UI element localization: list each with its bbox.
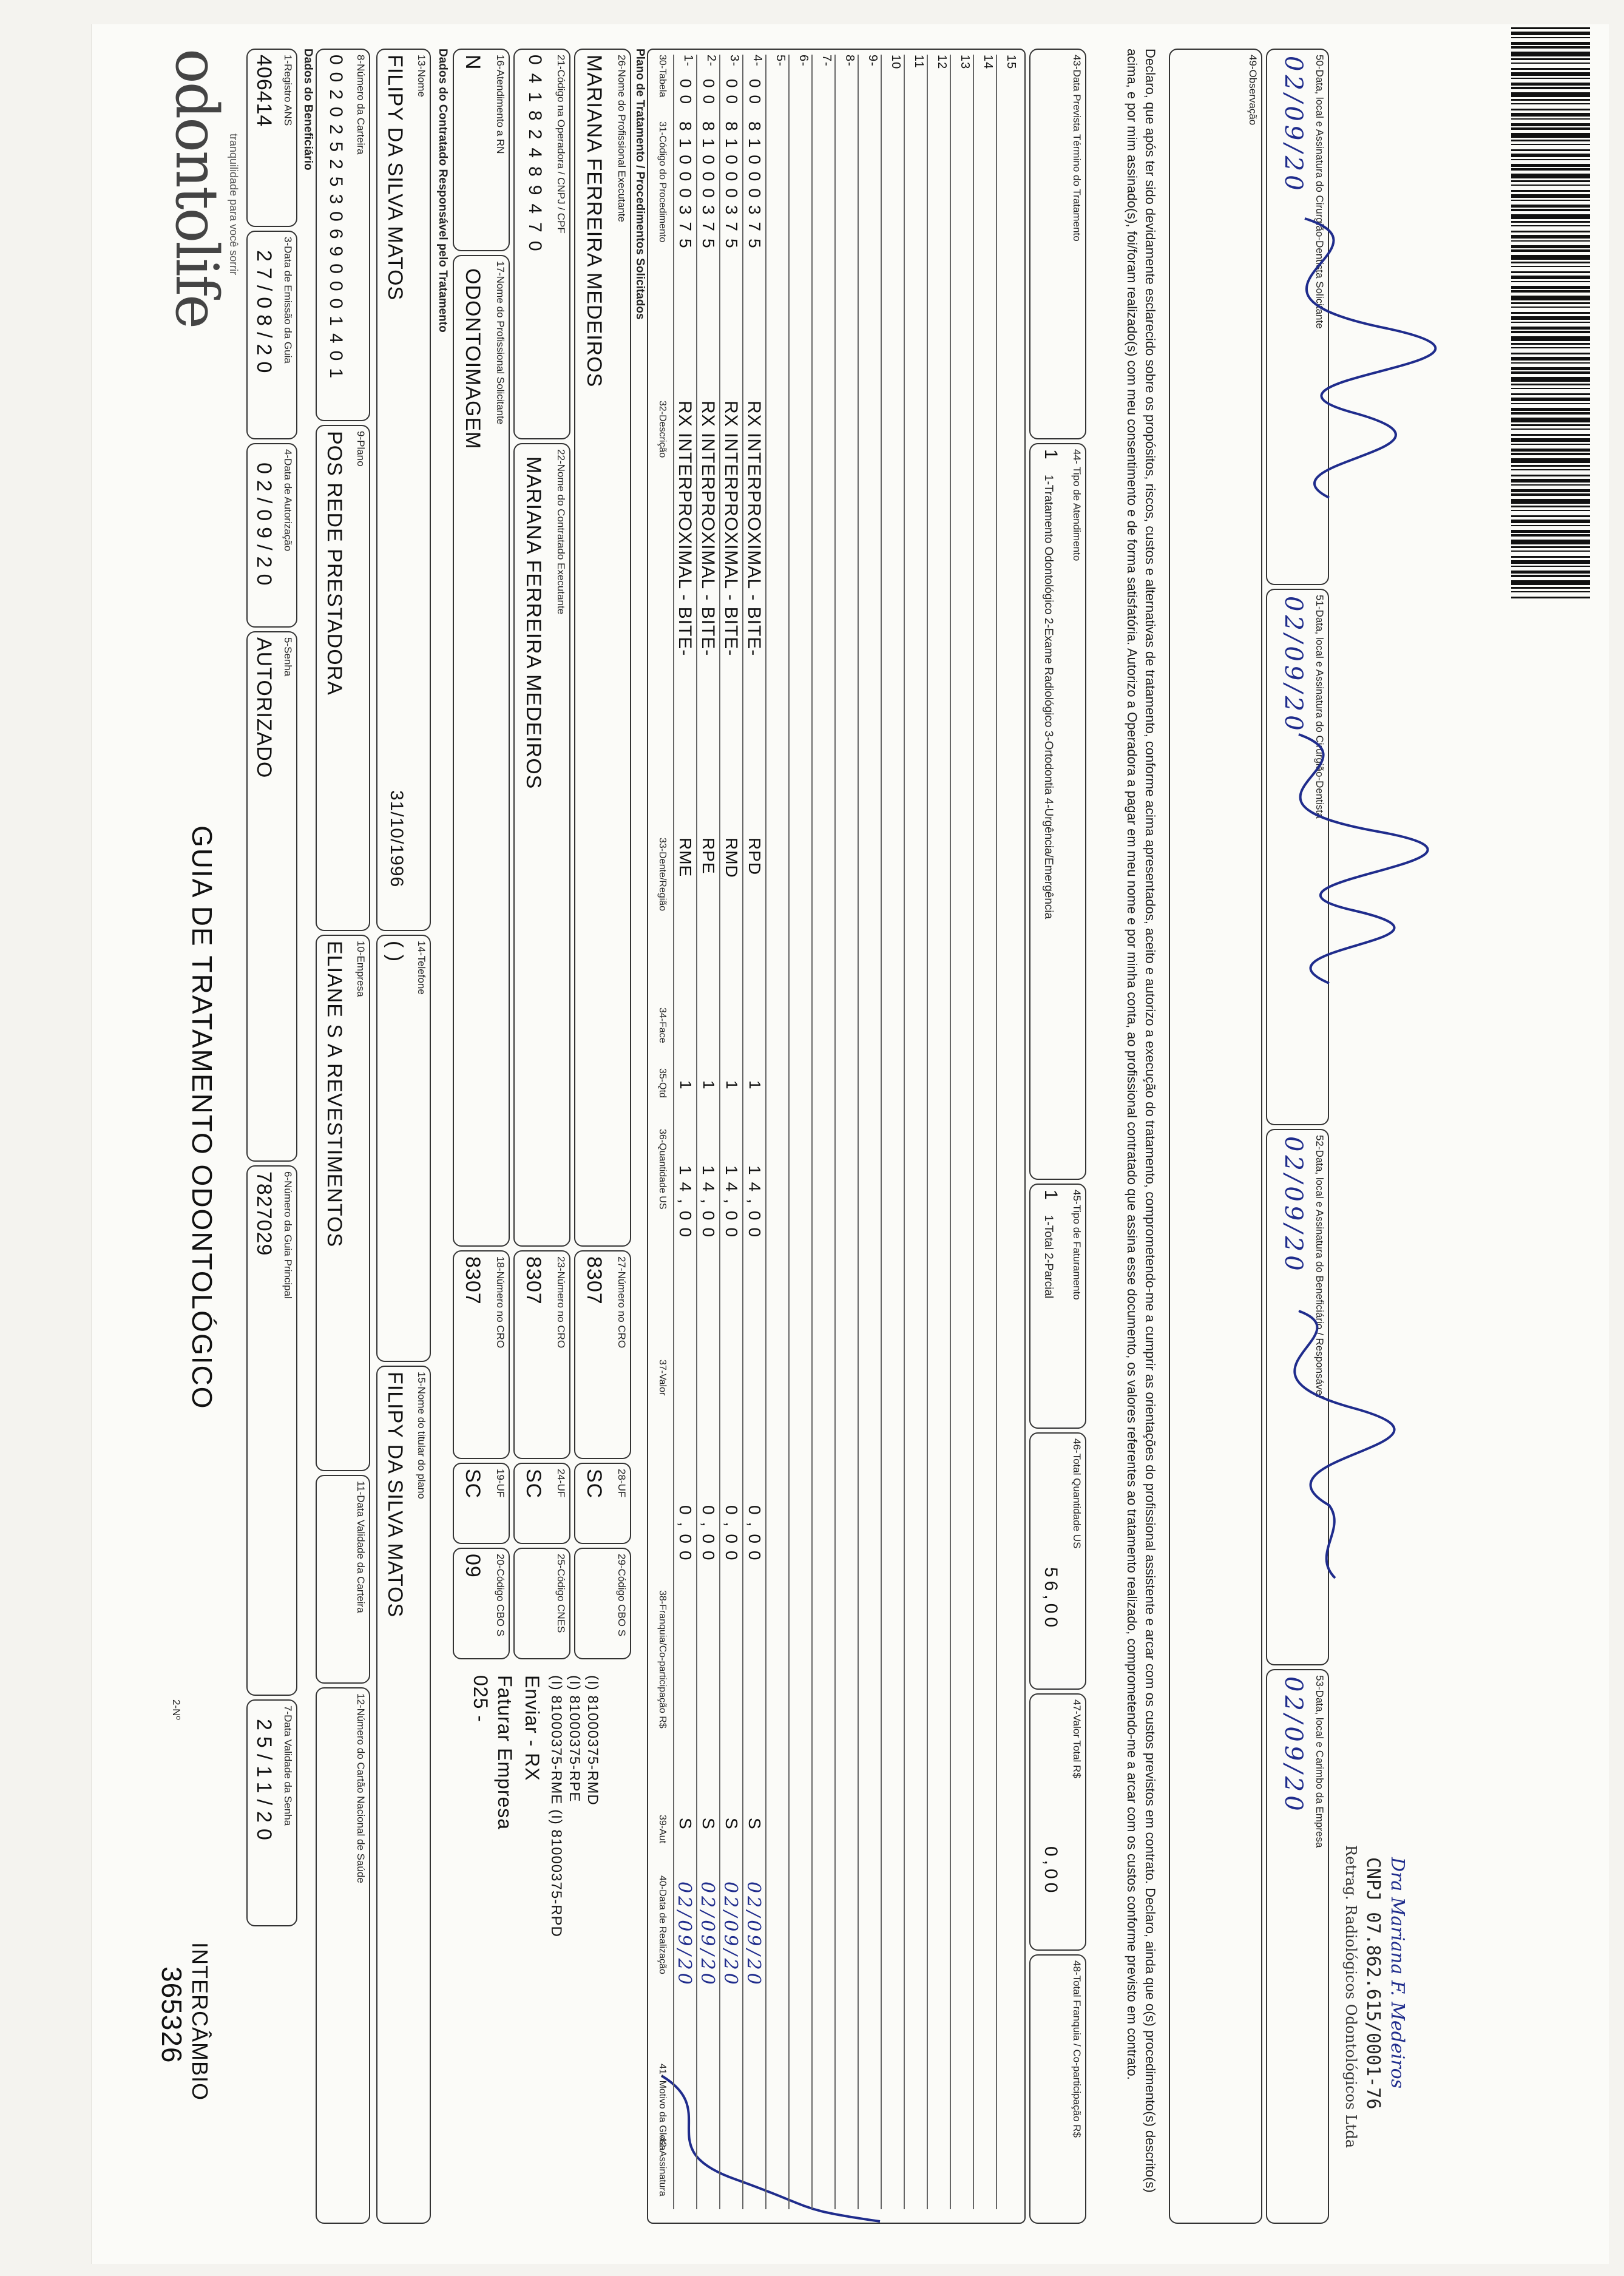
sig-53-date: 02/09/20	[1279, 1676, 1307, 1815]
table-row	[858, 55, 859, 2209]
table-row	[788, 55, 790, 2209]
copy-label: 2-Nº	[171, 1699, 182, 1720]
table-cell-qtd[interactable]: 1	[700, 1080, 718, 1090]
table-cell-desc[interactable]: RX INTERPROXIMAL - BITE-	[675, 401, 695, 657]
table-cell-data[interactable]: 02/09/20	[697, 1881, 718, 1988]
table-cell-franq[interactable]: 0,00	[722, 1505, 741, 1568]
prof-executante-value: MARIANA FERREIRA MEDEIROS	[583, 55, 606, 388]
table-row	[973, 55, 974, 2209]
plano-box[interactable]: 9-Plano POS REDE PRESTADORA	[316, 425, 370, 931]
data-emissao-box[interactable]: 3-Data de Emissão da Guia 27/08/20	[246, 231, 297, 439]
cro-executante-value: 8307	[583, 1256, 606, 1305]
plano-value: POS REDE PRESTADORA	[323, 431, 346, 696]
termino-box[interactable]: 43-Data Prevista Término do Tratamento	[1029, 49, 1086, 439]
sig-53-box[interactable]: 53-Data, local e Carimbo da Empresa 02/09/20	[1266, 1669, 1329, 2224]
valor-total-value: 0,00	[1041, 1846, 1061, 1897]
table-cell-n: 3-	[728, 55, 741, 67]
senha-value: AUTORIZADO	[252, 637, 276, 779]
stamp-line-1: CNPJ 07.862.615/0001-76	[1362, 1857, 1384, 2110]
prof-executante-box[interactable]: 26-Nome do Profissional Executante MARIANA FERREIRA MEDEIROS	[574, 49, 631, 1247]
table-header-12: 42-Assinatura	[657, 2136, 668, 2196]
table-cell-franq[interactable]: 0,00	[676, 1505, 695, 1568]
table-row	[927, 55, 928, 2209]
table-cell-qtd[interactable]: 1	[723, 1080, 741, 1090]
table-cell-franq[interactable]: 0,00	[745, 1505, 764, 1568]
table-row	[996, 55, 997, 2209]
cbo-solicitante-box[interactable]: 20-Código CBO S 09	[453, 1548, 510, 1659]
table-cell-aut[interactable]: S	[722, 1818, 741, 1830]
table-cell-dente[interactable]: RPD	[745, 838, 764, 876]
table-cell-code[interactable]: 81000375	[745, 121, 764, 256]
table-header-6: 36-Quantidade US	[657, 1129, 668, 1210]
sig-51-box[interactable]: 51-Data, local e Assinatura do Cirurgião-Dentista 02/09/20	[1266, 589, 1329, 1125]
uf-executante-box[interactable]: 28-UF SC	[574, 1463, 631, 1544]
note-line-5: (I) 81000375-RPE	[566, 1675, 583, 1803]
table-cell-n: 1-	[682, 55, 695, 67]
table-cell-code[interactable]: 81000375	[722, 121, 741, 256]
uf-contratado-box[interactable]: 24-UF SC	[513, 1463, 570, 1544]
table-cell-tab[interactable]: 00	[746, 79, 764, 111]
tipo-atendimento-box[interactable]: 44- Tipo de Atendimento 1 1-Tratamento Odontológico 2-Exame Radiológico 3-Ortodontia 4-Urgência/Emergência	[1029, 443, 1086, 1180]
prof-solicitante-box[interactable]: 17-Nome do Profissional Solicitante ODONTOIMAGEM	[453, 255, 510, 1247]
sig-50-date: 02/09/20	[1279, 56, 1307, 194]
table-cell-n: 2-	[705, 55, 718, 67]
table-cell-n: 14	[981, 55, 995, 70]
cartao-nacional-box[interactable]: 12-Número do Cartão Nacional de Saúde	[316, 1687, 370, 2224]
declaration-text: Declaro, que após ter sido devidamente esclarecido sobre os propósitos, riscos, custos e alternativas de tratamento, conforme acima apresentados, aceito e autorizo a execução do tratamento, comprometendo-me a cumprir as orientações do profissional assistente e arcar com os custos previstos em contrato. Declaro, ainda que o(s) procedimento(s) descrito(s) acima, e por mim assinado(s), foi/foram realizado(s) com meu consentimento e de forma satisfatória. Autorizo a Operadora a pagar em meu nome e por minha conta, ao profissional contratado que assina esse documento, os valores referentes ao tratamento realizado, comprometendo-me a arcar com os custos conforme previsto em contrato.	[1125, 49, 1158, 2193]
table-cell-code[interactable]: 81000375	[699, 121, 718, 256]
nome-value: FILIPY DA SILVA MATOS	[384, 55, 407, 301]
treatment-form	[127, 36, 1584, 2234]
table-header-10: 40-Data de Realização	[657, 1875, 668, 1974]
note-line-3: Enviar - RX	[521, 1675, 543, 1781]
codigo-operadora-value: 04182489470	[525, 55, 545, 260]
section-beneficiario: Dados do Beneficiário	[302, 49, 314, 171]
note-line-1: 025 -	[470, 1675, 492, 1722]
empresa-box[interactable]: 10-Empresa ELIANE S A REVESTIMENTOS	[316, 935, 370, 1471]
note-line-6: (I) 81000375-RMD	[584, 1675, 601, 1806]
rn-box[interactable]: 16-Atendimento a RN N	[453, 49, 510, 251]
table-cell-franq[interactable]: 0,00	[699, 1505, 718, 1568]
section-contratado: Dados do Contratado Responsável pelo Tratamento	[436, 49, 449, 333]
tipo-faturamento-options: 1-Total 2-Parcial	[1042, 1215, 1055, 1299]
nome-box[interactable]: 13-Nome FILIPY DA SILVA MATOS 31/10/1996	[376, 49, 431, 931]
sig-52-date: 02/09/20	[1279, 1136, 1307, 1275]
data-autorizacao-value: 02/09/20	[252, 462, 276, 592]
table-header-1: 31-Código do Procedimento	[657, 121, 668, 243]
table-cell-aut[interactable]: S	[676, 1818, 695, 1830]
table-cell-n: 5-	[774, 55, 787, 67]
registro-ans-value: 406414	[252, 55, 276, 127]
uf-solicitante-value: SC	[461, 1469, 484, 1499]
cbo-solicitante-value: 09	[461, 1554, 484, 1578]
guide-number: 365326	[156, 1966, 188, 2064]
table-header-2: 32-Descrição	[657, 401, 668, 458]
table-header-3: 33-Dente/Região	[657, 838, 668, 911]
telefone-box[interactable]: 14-Telefone ( )	[376, 935, 431, 1362]
nascimento-value: 31/10/1996	[387, 790, 407, 888]
table-cell-n: 13	[958, 55, 972, 70]
note-line-4: (I) 81000375-RME (I) 81000375-RPD	[548, 1675, 564, 1937]
registro-ans-box[interactable]: 1-Registro ANS 406414	[246, 49, 297, 227]
rn-value: N	[461, 55, 484, 70]
titular-box[interactable]: 15-Nome do titular do plano FILIPY DA SILVA MATOS	[376, 1366, 431, 2224]
uf-executante-value: SC	[583, 1469, 606, 1499]
cro-solicitante-box[interactable]: 18-Número no CRO 8307	[453, 1250, 510, 1459]
table-cell-dente[interactable]: RME	[676, 838, 695, 878]
cro-contratado-box[interactable]: 23-Número no CRO 8307	[513, 1250, 570, 1459]
table-cell-qtd[interactable]: 1	[746, 1080, 764, 1090]
table-cell-tab[interactable]: 00	[677, 79, 695, 111]
prof-solicitante-value: ODONTOIMAGEM	[461, 268, 484, 450]
table-cell-data[interactable]: 02/09/20	[674, 1881, 695, 1988]
table-cell-n: 8-	[843, 55, 856, 67]
table-row	[881, 55, 882, 2209]
table-cell-aut[interactable]: S	[699, 1818, 718, 1830]
observacao-box[interactable]: 49-Observação	[1169, 49, 1262, 2224]
table-cell-data[interactable]: 02/09/20	[720, 1881, 741, 1988]
numero-carteira-box[interactable]: 8-Número da Carteira 0020252530690001401	[316, 49, 370, 421]
validade-carteira-box[interactable]: 11-Data Validade da Carteira	[316, 1475, 370, 1684]
table-cell-n: 9-	[866, 55, 879, 67]
stamp-line-3: Retrag. Radiológicos Odontológicos Ltda	[1342, 1845, 1359, 2149]
table-row	[765, 55, 766, 2209]
contratado-exec-value: MARIANA FERREIRA MEDEIROS	[522, 456, 545, 790]
contratado-exec-box[interactable]: 22-Nome do Contratado Executante MARIANA FERREIRA MEDEIROS	[513, 443, 570, 1247]
table-header-4: 34-Face	[657, 1008, 668, 1043]
brand-logo: odontolife	[163, 49, 231, 327]
cbo-executante-box[interactable]: 29-Código CBO S	[574, 1548, 631, 1659]
table-cell-code[interactable]: 81000375	[676, 121, 695, 256]
table-header-9: 39-Aut	[657, 1815, 668, 1844]
table-cell-data[interactable]: 02/09/20	[743, 1881, 764, 1988]
tipo-faturamento-box[interactable]: 45-Tipo de Faturamento 1 1-Total 2-Parcial	[1029, 1184, 1086, 1429]
stamp-line-2: Dra Mariana F. Medeiros	[1387, 1857, 1408, 2089]
table-header-11: 41- Motivo da Glosa	[657, 2064, 668, 2151]
validade-senha-box[interactable]: 7-Data Validade da Senha 25/11/20	[246, 1699, 297, 1926]
empresa-value: ELIANE S A REVESTIMENTOS	[323, 941, 346, 1248]
table-cell-tab[interactable]: 00	[723, 79, 741, 111]
cro-solicitante-value: 8307	[461, 1256, 484, 1305]
tipo-atendimento-value: 1	[1041, 449, 1061, 460]
uf-contratado-value: SC	[522, 1469, 545, 1499]
valor-total-box[interactable]: 47-Valor Total R$ 0,00	[1029, 1693, 1086, 1951]
table-cell-n: 11	[912, 55, 925, 69]
table-row	[834, 55, 836, 2209]
data-emissao-value: 27/08/20	[252, 250, 276, 379]
sig-52-box[interactable]: 52-Data, local e Assinatura do Beneficiário / Responsável 02/09/20	[1266, 1129, 1329, 1665]
guide-type: INTERCÂMBIO	[188, 1942, 212, 2101]
senha-box[interactable]: 5-Senha AUTORIZADO	[246, 631, 297, 1162]
table-cell-dente[interactable]: RPE	[699, 838, 718, 875]
table-row	[904, 55, 905, 2209]
table-row	[950, 55, 951, 2209]
table-header-5: 35-Qtd	[657, 1068, 668, 1098]
table-cell-n: 12	[935, 55, 949, 70]
table-cell-us[interactable]: 14,00	[699, 1165, 718, 1245]
table-cell-us[interactable]: 14,00	[745, 1165, 764, 1245]
cro-executante-box[interactable]: 27-Número no CRO 8307	[574, 1250, 631, 1459]
cro-contratado-value: 8307	[522, 1256, 545, 1305]
table-cell-us[interactable]: 14,00	[676, 1165, 695, 1245]
table-cell-n: 6-	[797, 55, 810, 67]
guia-principal-box[interactable]: 6-Número da Guia Principal 7827029	[246, 1165, 297, 1696]
table-cell-aut[interactable]: S	[745, 1818, 764, 1830]
titular-value: FILIPY DA SILVA MATOS	[384, 1372, 407, 1618]
total-us-box[interactable]: 46-Total Quantidade US 56,00	[1029, 1432, 1086, 1690]
total-franquia-box[interactable]: 48-Total Franquia / Co-participação R$	[1029, 1954, 1086, 2224]
cnes-box[interactable]: 25-Código CNES	[513, 1548, 570, 1659]
table-cell-us[interactable]: 14,00	[722, 1165, 741, 1245]
table-cell-tab[interactable]: 00	[700, 79, 718, 111]
brand-tagline: tranquilidade para você sorrir	[228, 134, 240, 276]
table-cell-dente[interactable]: RMD	[722, 838, 741, 878]
codigo-operadora-box[interactable]: 21-Código na Operadora / CNPJ / CPF 04182489470	[513, 49, 570, 439]
uf-solicitante-box[interactable]: 19-UF SC	[453, 1463, 510, 1544]
numero-carteira-value: 0020252530690001401	[326, 55, 346, 386]
table-cell-desc[interactable]: RX INTERPROXIMAL - BITE-	[698, 401, 718, 657]
section-plano: Plano de Tratamento / Procedimentos Solicitados	[634, 49, 646, 320]
table-cell-qtd[interactable]: 1	[677, 1080, 695, 1090]
data-autorizacao-box[interactable]: 4-Data de Autorização 02/09/20	[246, 443, 297, 628]
table-cell-desc[interactable]: RX INTERPROXIMAL - BITE-	[721, 401, 741, 657]
guia-principal-value: 7827029	[252, 1171, 276, 1256]
table-cell-n: 15	[1004, 55, 1018, 70]
table-row	[811, 55, 813, 2209]
telefone-value: ( )	[384, 941, 407, 963]
total-us-value: 56,00	[1041, 1567, 1061, 1631]
table-header-7: 37-Valor	[657, 1360, 668, 1396]
table-cell-n: 10	[889, 55, 902, 70]
page-title: GUIA DE TRATAMENTO ODONTOLÓGICO	[186, 825, 218, 1410]
sig-51-date: 02/09/20	[1279, 596, 1307, 734]
tipo-atendimento-options: 1-Tratamento Odontológico 2-Exame Radiológico 3-Ortodontia 4-Urgência/Emergência	[1042, 475, 1055, 920]
tipo-faturamento-value: 1	[1041, 1190, 1061, 1201]
sig-50-box[interactable]: 50-Data, local e Assinatura do Cirurgião-Dentista Solicitante 02/09/20	[1266, 49, 1329, 585]
note-line-2: Faturar Empresa	[494, 1675, 516, 1831]
table-header-8: 38-Franquia/Co-participação R$	[657, 1590, 668, 1729]
table-header-0: 30-Tabela	[657, 55, 668, 98]
validade-senha-value: 25/11/20	[252, 1719, 276, 1846]
table-cell-desc[interactable]: RX INTERPROXIMAL - BITE-	[744, 401, 764, 657]
table-cell-n: 4-	[751, 55, 764, 67]
table-cell-n: 7-	[820, 55, 833, 67]
